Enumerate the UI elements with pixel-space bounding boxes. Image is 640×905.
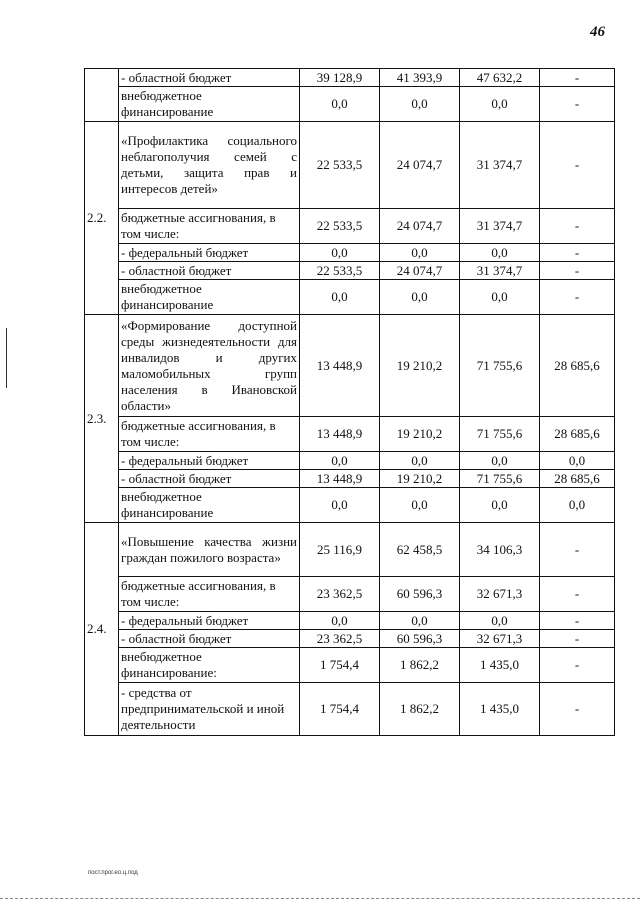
value-cell: 0,0 (300, 244, 380, 262)
value-cell: 23 362,5 (300, 577, 380, 612)
value-cell: 0,0 (460, 452, 540, 470)
value-cell: 34 106,3 (460, 523, 540, 577)
footer-file-label: пост.прог.ео.ц.под (88, 870, 138, 876)
value-cell: 0,0 (380, 612, 460, 630)
value-cell: 1 754,4 (300, 648, 380, 683)
row-description: бюджетные ассигнования, в том числе: (119, 577, 300, 612)
value-cell: 31 374,7 (460, 209, 540, 244)
row-description: «Повышение качества жизни граждан пожилого возраста» (119, 523, 300, 577)
row-description: бюджетные ассигнования, в том числе: (119, 417, 300, 452)
value-cell: 0,0 (380, 280, 460, 315)
row-description: - областной бюджет (119, 630, 300, 648)
row-description: - средства от предпринимательской и иной деятельности (119, 683, 300, 736)
row-number-cell: 2.3. (85, 315, 119, 523)
value-cell: 22 533,5 (300, 209, 380, 244)
value-cell: - (540, 122, 615, 209)
value-cell: 31 374,7 (460, 122, 540, 209)
row-description: - федеральный бюджет (119, 612, 300, 630)
table-row (85, 488, 615, 523)
value-cell: 1 754,4 (300, 683, 380, 736)
value-cell: 28 685,6 (540, 315, 615, 417)
table-row (85, 648, 615, 683)
value-cell: - (540, 577, 615, 612)
value-cell: 28 685,6 (540, 470, 615, 488)
value-cell: 24 074,7 (380, 122, 460, 209)
value-cell: 0,0 (300, 452, 380, 470)
value-cell: 60 596,3 (380, 577, 460, 612)
table-row (85, 417, 615, 452)
value-cell: 1 435,0 (460, 648, 540, 683)
value-cell: 24 074,7 (380, 262, 460, 280)
page-number: 46 (590, 24, 605, 40)
value-cell: 32 671,3 (460, 630, 540, 648)
row-description: - федеральный бюджет (119, 452, 300, 470)
value-cell: 19 210,2 (380, 470, 460, 488)
value-cell: 0,0 (460, 488, 540, 523)
value-cell: - (540, 280, 615, 315)
value-cell: - (540, 630, 615, 648)
table-row (85, 244, 615, 262)
value-cell: 0,0 (460, 244, 540, 262)
row-description: бюджетные ассигнования, в том числе: (119, 209, 300, 244)
row-description: внебюджетное финансирование: (119, 648, 300, 683)
table-row (85, 630, 615, 648)
row-number-cell: 2.2. (85, 122, 119, 315)
value-cell: 31 374,7 (460, 262, 540, 280)
value-cell: 0,0 (460, 87, 540, 122)
value-cell: - (540, 87, 615, 122)
row-number-cell: 2.4. (85, 523, 119, 736)
table-row (85, 280, 615, 315)
value-cell: 0,0 (540, 488, 615, 523)
value-cell: 71 755,6 (460, 417, 540, 452)
value-cell: - (540, 209, 615, 244)
value-cell: 0,0 (380, 244, 460, 262)
table-row (85, 262, 615, 280)
value-cell: 47 632,2 (460, 69, 540, 87)
value-cell: 25 116,9 (300, 523, 380, 577)
value-cell: 0,0 (460, 280, 540, 315)
value-cell: 28 685,6 (540, 417, 615, 452)
value-cell: 19 210,2 (380, 315, 460, 417)
budget-table (84, 68, 615, 736)
value-cell: 1 435,0 (460, 683, 540, 736)
value-cell: 13 448,9 (300, 417, 380, 452)
table-row (85, 452, 615, 470)
value-cell: 13 448,9 (300, 470, 380, 488)
value-cell: 23 362,5 (300, 630, 380, 648)
value-cell: - (540, 244, 615, 262)
value-cell: 0,0 (460, 612, 540, 630)
value-cell: 0,0 (300, 488, 380, 523)
row-description: - федеральный бюджет (119, 244, 300, 262)
value-cell: 71 755,6 (460, 470, 540, 488)
value-cell: 41 393,9 (380, 69, 460, 87)
value-cell: 22 533,5 (300, 262, 380, 280)
value-cell: - (540, 612, 615, 630)
value-cell: 0,0 (380, 452, 460, 470)
row-description: внебюджетное финансирование (119, 488, 300, 523)
value-cell: - (540, 69, 615, 87)
value-cell: 60 596,3 (380, 630, 460, 648)
value-cell: 13 448,9 (300, 315, 380, 417)
table-row (85, 209, 615, 244)
value-cell: 22 533,5 (300, 122, 380, 209)
value-cell: 0,0 (300, 87, 380, 122)
row-description: «Профилактика социального неблагополучия семей с детьми, защита прав и интересов детей» (119, 122, 300, 209)
value-cell: 1 862,2 (380, 683, 460, 736)
row-description: - областной бюджет (119, 470, 300, 488)
value-cell: - (540, 523, 615, 577)
value-cell: 0,0 (380, 87, 460, 122)
value-cell: 62 458,5 (380, 523, 460, 577)
table-row (85, 523, 615, 577)
table-row (85, 683, 615, 736)
table-row (85, 315, 615, 417)
table-row (85, 470, 615, 488)
value-cell: 0,0 (380, 488, 460, 523)
value-cell: 24 074,7 (380, 209, 460, 244)
value-cell: 39 128,9 (300, 69, 380, 87)
value-cell: 0,0 (540, 452, 615, 470)
table-row (85, 612, 615, 630)
row-description: внебюджетное финансирование (119, 280, 300, 315)
row-description: - областной бюджет (119, 69, 300, 87)
scan-margin-mark (6, 328, 7, 388)
value-cell: 19 210,2 (380, 417, 460, 452)
value-cell: 71 755,6 (460, 315, 540, 417)
table-row (85, 577, 615, 612)
value-cell: 0,0 (300, 612, 380, 630)
table-row (85, 87, 615, 122)
row-number-cell (85, 69, 119, 122)
table-row (85, 69, 615, 87)
value-cell: 1 862,2 (380, 648, 460, 683)
value-cell: 32 671,3 (460, 577, 540, 612)
value-cell: - (540, 262, 615, 280)
row-description: внебюджетное финансирование (119, 87, 300, 122)
row-description: - областной бюджет (119, 262, 300, 280)
value-cell: - (540, 648, 615, 683)
value-cell: - (540, 683, 615, 736)
table-row (85, 122, 615, 209)
scan-bottom-edge (0, 898, 640, 899)
row-description: «Формирование доступной среды жизнедеятельности для инвалидов и других маломобильных групп населения в Ивановской области» (119, 315, 300, 417)
value-cell: 0,0 (300, 280, 380, 315)
